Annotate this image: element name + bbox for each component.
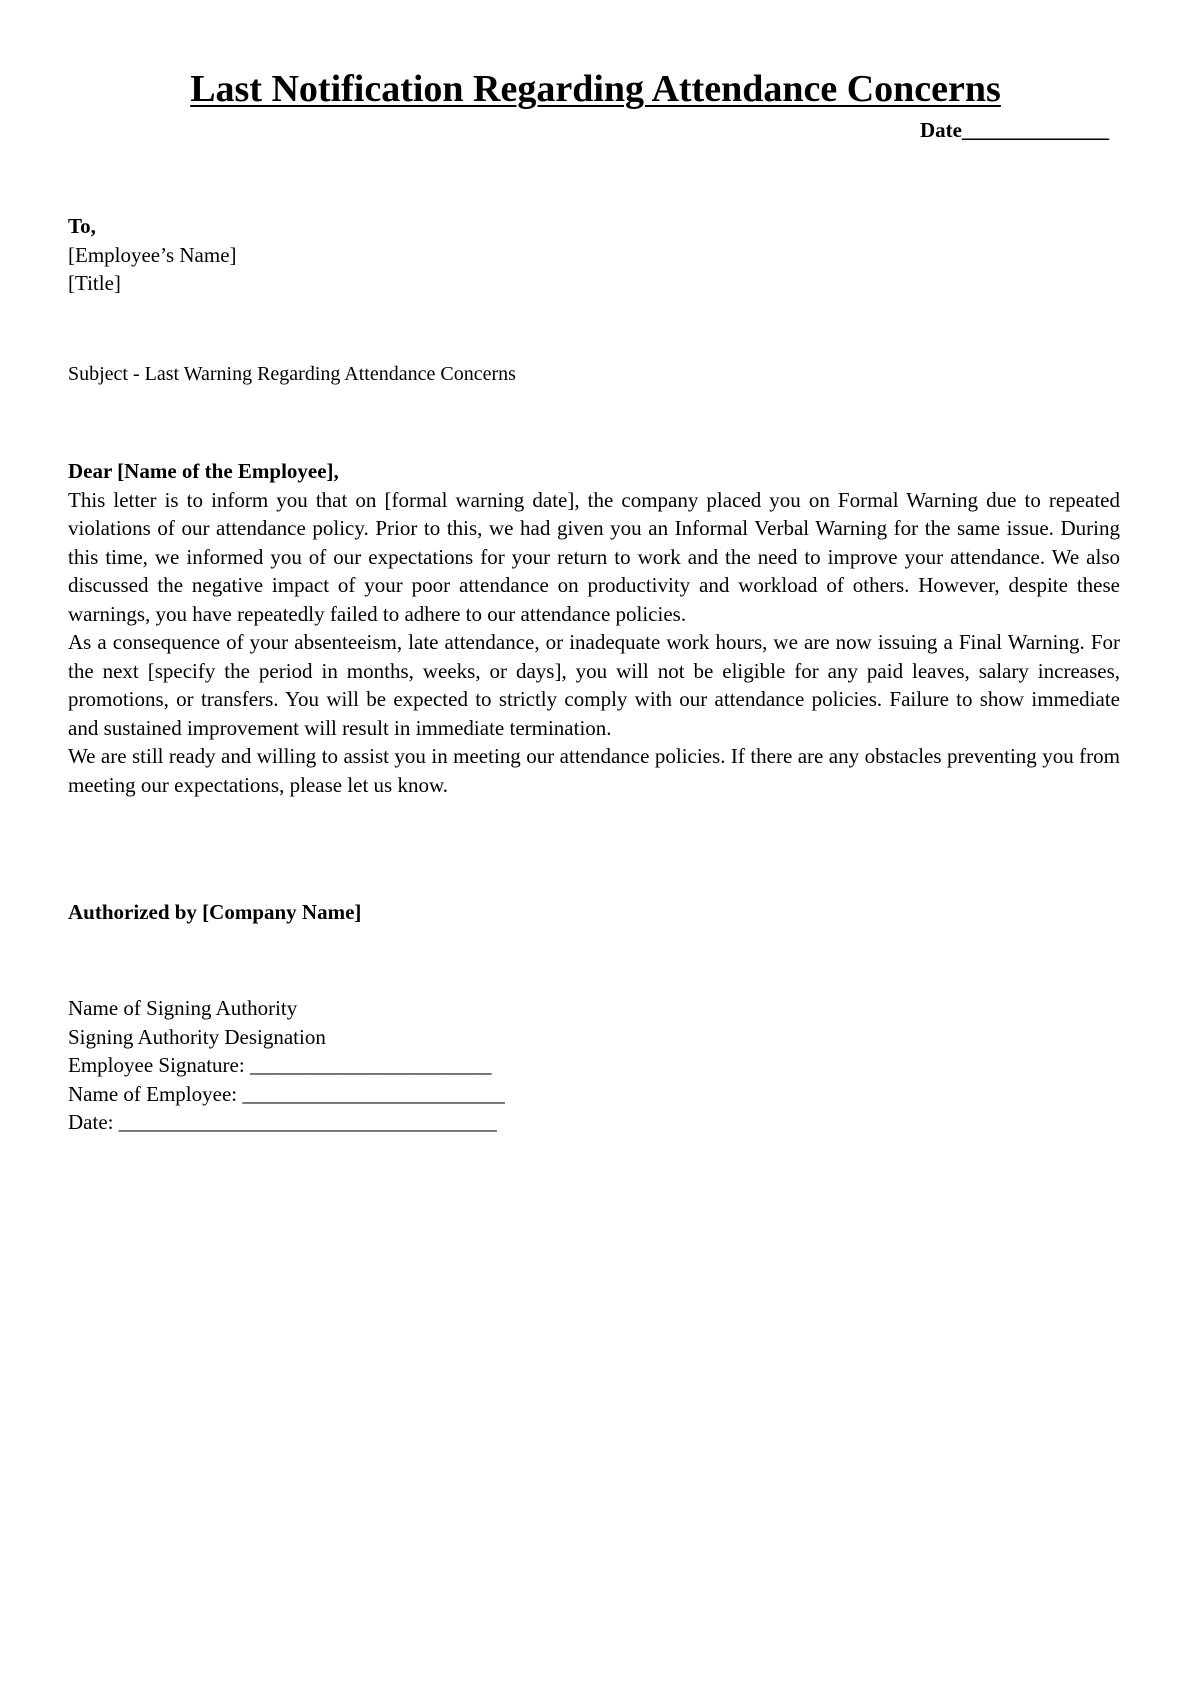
recipient-block [68, 212, 1120, 298]
letter-body [68, 457, 1120, 799]
recipient-name: [Employee’s Name] [68, 242, 237, 267]
employee-name-line: Name of Employee: _________________________ [68, 1081, 505, 1106]
recipient-to: To, [68, 214, 96, 238]
body-paragraph-3: We are still ready and willing to assist you in meeting our attendance policies. If there are any obstacles preventing you from meeting our expectations, please let us know. [68, 744, 1120, 797]
signature-date-line: Date: ____________________________________ [68, 1110, 497, 1134]
authorized-by: Authorized by [Company Name] [68, 900, 362, 924]
body-paragraph-1: This letter is to inform you that on [formal warning date], the company placed you on Formal Warning due to repeated violations of our attendance policy. Prior to this, we had given you an Informal Verbal Warning for the same issue. During this time, we informed you of our expectations for your return to work and the need to improve your attendance. We also discussed the negative impact of your poor attendance on productivity and workload of others. However, despite these warnings, you have repeatedly failed to adhere to our attendance policies. [68, 487, 1120, 626]
subject-line: Subject - Last Warning Regarding Attendance Concerns [68, 363, 516, 385]
body-paragraph-2: As a consequence of your absenteeism, late attendance, or inadequate work hours, we are now issuing a Final Warning. For the next [specify the period in months, weeks, or days], you will not be eligible for any paid leaves, salary increases, promotions, or transfers. You will be expected to strictly comply with our attendance policies. Failure to show immediate and sustained improvement will result in immediate termination. [68, 630, 1120, 740]
signing-authority-designation: Signing Authority Designation [68, 1024, 326, 1049]
salutation: Dear [Name of the Employee], [68, 459, 339, 483]
employee-signature-line: Employee Signature: _______________________ [68, 1053, 492, 1077]
recipient-title: [Title] [68, 271, 121, 295]
date-field-label: Date______________ [920, 118, 1109, 142]
letter-title: Last Notification Regarding Attendance Concerns [190, 68, 1001, 110]
signing-authority-name: Name of Signing Authority [68, 996, 298, 1020]
signature-block [68, 994, 1120, 1137]
